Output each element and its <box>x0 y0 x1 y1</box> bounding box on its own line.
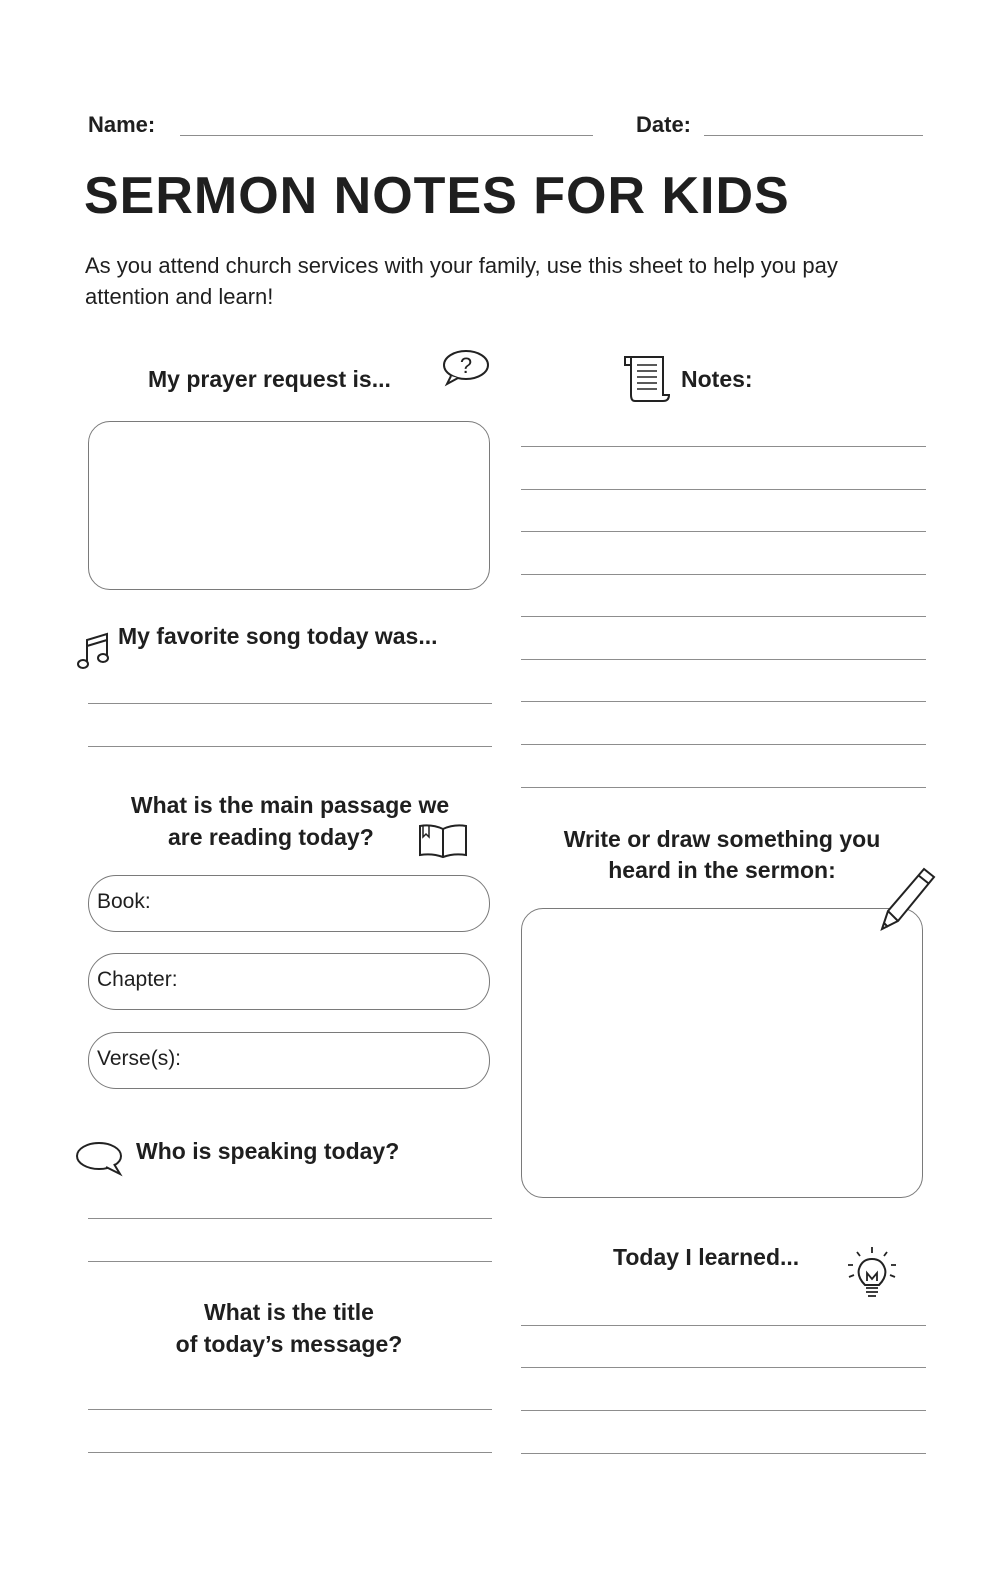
notes-line[interactable] <box>521 531 926 532</box>
song-heading: My favorite song today was... <box>118 623 438 649</box>
learned-line[interactable] <box>521 1325 926 1326</box>
learned-line[interactable] <box>521 1410 926 1411</box>
date-line[interactable] <box>704 135 923 136</box>
song-line[interactable] <box>88 703 492 704</box>
speaker-heading: Who is speaking today? <box>136 1138 400 1164</box>
speaker-line[interactable] <box>88 1218 492 1219</box>
book-field[interactable]: Book: <box>88 875 490 932</box>
learned-line[interactable] <box>521 1453 926 1454</box>
notes-line[interactable] <box>521 574 926 575</box>
learned-heading: Today I learned... <box>613 1244 800 1270</box>
open-book-icon <box>418 823 468 859</box>
speaker-line[interactable] <box>88 1261 492 1262</box>
draw-heading-1: Write or draw something you <box>563 826 881 852</box>
scroll-icon <box>623 355 671 403</box>
pencil-icon <box>880 865 936 931</box>
notes-line[interactable] <box>521 489 926 490</box>
notes-line[interactable] <box>521 701 926 702</box>
date-label: Date: <box>636 112 692 137</box>
verses-field[interactable]: Verse(s): <box>88 1032 490 1089</box>
learned-line[interactable] <box>521 1367 926 1368</box>
prayer-box[interactable] <box>88 421 490 590</box>
question-bubble-icon <box>443 350 491 386</box>
intro-text: As you attend church services with your family, use this sheet to help you pay attention and learn! <box>85 253 838 309</box>
notes-line[interactable] <box>521 616 926 617</box>
notes-line[interactable] <box>521 744 926 745</box>
draw-heading-2: heard in the sermon: <box>608 857 836 883</box>
notes-line[interactable] <box>521 787 926 788</box>
chapter-field[interactable]: Chapter: <box>88 953 490 1010</box>
page-title: SERMON NOTES FOR KIDS <box>84 167 790 225</box>
message-heading-1: What is the title <box>204 1299 374 1325</box>
song-line[interactable] <box>88 746 492 747</box>
speech-bubble-icon <box>76 1142 124 1176</box>
notes-line[interactable] <box>521 659 926 660</box>
notes-heading: Notes: <box>681 366 753 392</box>
draw-box[interactable] <box>521 908 923 1198</box>
passage-heading-2: are reading today? <box>168 824 374 850</box>
name-line[interactable] <box>180 135 593 136</box>
message-heading-2: of today’s message? <box>175 1331 403 1357</box>
lightbulb-icon <box>845 1245 901 1305</box>
name-label: Name: <box>88 112 156 137</box>
svg-text:?: ? <box>459 353 473 378</box>
message-line[interactable] <box>88 1452 492 1453</box>
music-note-icon <box>77 632 111 672</box>
passage-heading-1: What is the main passage we <box>130 792 450 818</box>
notes-line[interactable] <box>521 446 926 447</box>
prayer-heading: My prayer request is... <box>148 366 391 392</box>
message-line[interactable] <box>88 1409 492 1410</box>
